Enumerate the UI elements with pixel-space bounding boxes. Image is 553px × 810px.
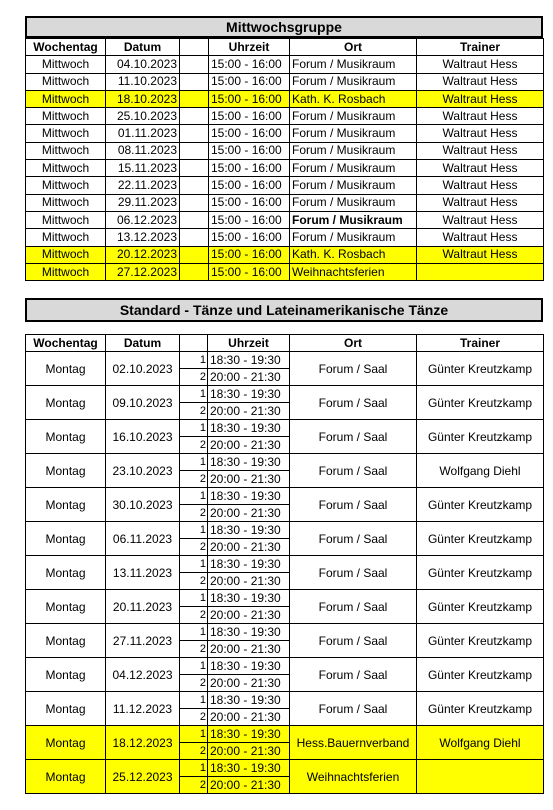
header-empty [180, 335, 208, 352]
cell-uhrzeit: 18:30 - 19:30 [208, 522, 290, 539]
cell-slot-number: 2 [180, 437, 208, 454]
cell-uhrzeit: 15:00 - 16:00 [209, 229, 290, 246]
cell-wochentag: Montag [26, 590, 106, 624]
cell-uhrzeit: 15:00 - 16:00 [209, 125, 290, 142]
cell-slot-number: 2 [180, 641, 208, 658]
cell-uhrzeit: 18:30 - 19:30 [208, 760, 290, 777]
cell-wochentag: Mittwoch [26, 108, 106, 125]
table-row [26, 760, 544, 777]
cell-ort: Weihnachtsferien [290, 263, 417, 280]
cell-empty [180, 160, 209, 177]
cell-ort: Forum / Musikraum [290, 73, 417, 90]
table-row [26, 556, 544, 573]
cell-empty [180, 177, 209, 194]
cell-ort: Forum / Saal [290, 556, 417, 590]
cell-datum: 29.11.2023 [106, 194, 180, 211]
cell-slot-number: 1 [180, 658, 208, 675]
cell-datum: 13.12.2023 [106, 229, 180, 246]
cell-trainer: Günter Kreutzkamp [417, 488, 544, 522]
cell-wochentag: Montag [26, 488, 106, 522]
cell-empty [180, 56, 209, 73]
mittwochsgruppe-table [25, 38, 544, 281]
cell-empty [180, 73, 209, 90]
cell-trainer: Waltraut Hess [417, 90, 544, 107]
table-row [26, 246, 544, 263]
cell-slot-number: 2 [180, 743, 208, 760]
cell-empty [180, 125, 209, 142]
cell-uhrzeit: 15:00 - 16:00 [209, 73, 290, 90]
cell-slot-number: 2 [180, 505, 208, 522]
table-row [26, 142, 544, 159]
cell-slot-number: 1 [180, 352, 208, 369]
cell-slot-number: 2 [180, 709, 208, 726]
cell-ort: Forum / Saal [290, 488, 417, 522]
table-row [26, 658, 544, 675]
cell-slot-number: 1 [180, 590, 208, 607]
cell-wochentag: Mittwoch [26, 194, 106, 211]
cell-wochentag: Mittwoch [26, 142, 106, 159]
table-row [26, 488, 544, 505]
table-row [26, 726, 544, 743]
cell-ort: Forum / Musikraum [290, 142, 417, 159]
cell-uhrzeit: 15:00 - 16:00 [209, 142, 290, 159]
cell-datum: 25.10.2023 [106, 108, 180, 125]
cell-wochentag: Montag [26, 692, 106, 726]
table-row [26, 624, 544, 641]
table-row [26, 125, 544, 142]
cell-datum: 11.12.2023 [106, 692, 180, 726]
cell-slot-number: 1 [180, 556, 208, 573]
cell-trainer: Wolfgang Diehl [417, 454, 544, 488]
cell-slot-number: 2 [180, 471, 208, 488]
cell-datum: 23.10.2023 [106, 454, 180, 488]
cell-ort: Weihnachtsferien [290, 760, 417, 794]
header-uhrzeit: Uhrzeit [209, 39, 290, 56]
cell-empty [180, 194, 209, 211]
cell-ort: Forum / Saal [290, 658, 417, 692]
cell-trainer: Günter Kreutzkamp [417, 692, 544, 726]
cell-ort: Forum / Musikraum [290, 177, 417, 194]
cell-datum: 16.10.2023 [106, 420, 180, 454]
cell-wochentag: Mittwoch [26, 246, 106, 263]
cell-uhrzeit: 15:00 - 16:00 [209, 160, 290, 177]
cell-slot-number: 1 [180, 624, 208, 641]
cell-slot-number: 1 [180, 522, 208, 539]
cell-trainer: Waltraut Hess [417, 73, 544, 90]
table-row [26, 108, 544, 125]
cell-slot-number: 1 [180, 760, 208, 777]
cell-wochentag: Montag [26, 352, 106, 386]
table-row [26, 194, 544, 211]
cell-uhrzeit: 20:00 - 21:30 [208, 607, 290, 624]
cell-datum: 18.12.2023 [106, 726, 180, 760]
cell-wochentag: Montag [26, 658, 106, 692]
cell-datum: 20.11.2023 [106, 590, 180, 624]
cell-uhrzeit: 15:00 - 16:00 [209, 177, 290, 194]
cell-uhrzeit: 15:00 - 16:00 [209, 56, 290, 73]
cell-uhrzeit: 15:00 - 16:00 [209, 90, 290, 107]
cell-uhrzeit: 18:30 - 19:30 [208, 692, 290, 709]
table-row [26, 160, 544, 177]
cell-uhrzeit: 18:30 - 19:30 [208, 352, 290, 369]
cell-trainer: Waltraut Hess [417, 177, 544, 194]
cell-trainer: Waltraut Hess [417, 160, 544, 177]
header-datum: Datum [106, 335, 180, 352]
cell-wochentag: Montag [26, 726, 106, 760]
cell-datum: 11.10.2023 [106, 73, 180, 90]
cell-trainer: Günter Kreutzkamp [417, 590, 544, 624]
cell-trainer: Waltraut Hess [417, 108, 544, 125]
cell-wochentag: Montag [26, 454, 106, 488]
cell-trainer: Waltraut Hess [417, 125, 544, 142]
cell-wochentag: Montag [26, 386, 106, 420]
cell-ort: Forum / Musikraum [290, 229, 417, 246]
cell-datum: 20.12.2023 [106, 246, 180, 263]
cell-datum: 13.11.2023 [106, 556, 180, 590]
cell-wochentag: Mittwoch [26, 211, 106, 228]
cell-uhrzeit: 20:00 - 21:30 [208, 539, 290, 556]
cell-wochentag: Mittwoch [26, 229, 106, 246]
cell-uhrzeit: 18:30 - 19:30 [208, 454, 290, 471]
cell-datum: 04.12.2023 [106, 658, 180, 692]
cell-slot-number: 2 [180, 403, 208, 420]
cell-trainer: Günter Kreutzkamp [417, 386, 544, 420]
cell-datum: 18.10.2023 [106, 90, 180, 107]
cell-trainer [417, 760, 544, 794]
cell-empty [180, 142, 209, 159]
table-row [26, 420, 544, 437]
cell-uhrzeit: 18:30 - 19:30 [208, 420, 290, 437]
table-row [26, 90, 544, 107]
cell-trainer: Günter Kreutzkamp [417, 522, 544, 556]
table-row [26, 73, 544, 90]
cell-trainer: Wolfgang Diehl [417, 726, 544, 760]
table-row [26, 177, 544, 194]
cell-ort: Forum / Saal [290, 386, 417, 420]
cell-ort: Forum / Saal [290, 454, 417, 488]
cell-slot-number: 1 [180, 726, 208, 743]
cell-uhrzeit: 15:00 - 16:00 [209, 263, 290, 280]
cell-slot-number: 1 [180, 454, 208, 471]
cell-wochentag: Mittwoch [26, 90, 106, 107]
cell-slot-number: 2 [180, 675, 208, 692]
table-header-row [26, 335, 544, 352]
cell-ort: Forum / Musikraum [290, 125, 417, 142]
cell-datum: 27.12.2023 [106, 263, 180, 280]
cell-uhrzeit: 18:30 - 19:30 [208, 658, 290, 675]
cell-empty [180, 229, 209, 246]
header-ort: Ort [290, 335, 417, 352]
cell-uhrzeit: 20:00 - 21:30 [208, 641, 290, 658]
cell-empty [180, 263, 209, 280]
cell-uhrzeit: 15:00 - 16:00 [209, 211, 290, 228]
cell-empty [180, 246, 209, 263]
cell-wochentag: Montag [26, 624, 106, 658]
cell-uhrzeit: 20:00 - 21:30 [208, 777, 290, 794]
cell-ort: Forum / Saal [290, 352, 417, 386]
cell-datum: 04.10.2023 [106, 56, 180, 73]
cell-datum: 01.11.2023 [106, 125, 180, 142]
header-trainer: Trainer [417, 39, 544, 56]
cell-trainer: Günter Kreutzkamp [417, 624, 544, 658]
cell-wochentag: Mittwoch [26, 263, 106, 280]
cell-wochentag: Mittwoch [26, 125, 106, 142]
cell-uhrzeit: 18:30 - 19:30 [208, 488, 290, 505]
table-header-row [26, 39, 544, 56]
cell-wochentag: Mittwoch [26, 160, 106, 177]
cell-uhrzeit: 20:00 - 21:30 [208, 675, 290, 692]
cell-uhrzeit: 20:00 - 21:30 [208, 709, 290, 726]
cell-uhrzeit: 18:30 - 19:30 [208, 556, 290, 573]
header-ort: Ort [290, 39, 417, 56]
cell-uhrzeit: 20:00 - 21:30 [208, 573, 290, 590]
cell-ort: Forum / Musikraum [290, 108, 417, 125]
cell-datum: 06.12.2023 [106, 211, 180, 228]
cell-wochentag: Mittwoch [26, 177, 106, 194]
cell-datum: 27.11.2023 [106, 624, 180, 658]
section-title-mittwochsgruppe: Mittwochsgruppe [25, 16, 543, 38]
cell-datum: 09.10.2023 [106, 386, 180, 420]
cell-datum: 30.10.2023 [106, 488, 180, 522]
cell-wochentag: Mittwoch [26, 73, 106, 90]
header-wochentag: Wochentag [26, 39, 106, 56]
cell-ort: Forum / Saal [290, 590, 417, 624]
cell-empty [180, 90, 209, 107]
standard-latein-table [25, 334, 544, 794]
cell-trainer: Günter Kreutzkamp [417, 420, 544, 454]
cell-wochentag: Montag [26, 556, 106, 590]
cell-trainer: Waltraut Hess [417, 142, 544, 159]
table-row [26, 56, 544, 73]
cell-trainer: Günter Kreutzkamp [417, 658, 544, 692]
header-datum: Datum [106, 39, 180, 56]
cell-slot-number: 2 [180, 607, 208, 624]
cell-uhrzeit: 15:00 - 16:00 [209, 246, 290, 263]
table-row [26, 263, 544, 280]
section-title-standard-latein: Standard - Tänze und Lateinamerikanische Tänze [25, 298, 543, 322]
cell-slot-number: 2 [180, 573, 208, 590]
cell-slot-number: 2 [180, 369, 208, 386]
cell-slot-number: 1 [180, 488, 208, 505]
cell-wochentag: Mittwoch [26, 56, 106, 73]
cell-uhrzeit: 20:00 - 21:30 [208, 369, 290, 386]
table-row [26, 692, 544, 709]
cell-trainer: Waltraut Hess [417, 211, 544, 228]
cell-uhrzeit: 18:30 - 19:30 [208, 726, 290, 743]
cell-ort: Forum / Musikraum [290, 160, 417, 177]
cell-uhrzeit: 20:00 - 21:30 [208, 403, 290, 420]
cell-trainer: Waltraut Hess [417, 229, 544, 246]
table-row [26, 522, 544, 539]
cell-uhrzeit: 20:00 - 21:30 [208, 437, 290, 454]
cell-datum: 25.12.2023 [106, 760, 180, 794]
table-row [26, 386, 544, 403]
table-row [26, 211, 544, 228]
cell-slot-number: 1 [180, 420, 208, 437]
cell-ort: Forum / Saal [290, 420, 417, 454]
cell-slot-number: 2 [180, 539, 208, 556]
cell-trainer: Günter Kreutzkamp [417, 352, 544, 386]
cell-slot-number: 1 [180, 692, 208, 709]
header-uhrzeit: Uhrzeit [208, 335, 290, 352]
cell-datum: 06.11.2023 [106, 522, 180, 556]
cell-ort: Forum / Saal [290, 692, 417, 726]
cell-slot-number: 1 [180, 386, 208, 403]
cell-uhrzeit: 15:00 - 16:00 [209, 194, 290, 211]
cell-trainer: Waltraut Hess [417, 56, 544, 73]
cell-slot-number: 2 [180, 777, 208, 794]
header-wochentag: Wochentag [26, 335, 106, 352]
header-trainer: Trainer [417, 335, 544, 352]
cell-ort: Kath. K. Rosbach [290, 246, 417, 263]
table-row [26, 454, 544, 471]
cell-trainer: Waltraut Hess [417, 194, 544, 211]
cell-datum: 08.11.2023 [106, 142, 180, 159]
cell-uhrzeit: 20:00 - 21:30 [208, 505, 290, 522]
cell-uhrzeit: 18:30 - 19:30 [208, 624, 290, 641]
cell-wochentag: Montag [26, 420, 106, 454]
table-row [26, 352, 544, 369]
cell-uhrzeit: 18:30 - 19:30 [208, 590, 290, 607]
cell-empty [180, 108, 209, 125]
cell-trainer: Günter Kreutzkamp [417, 556, 544, 590]
header-empty [180, 39, 209, 56]
cell-uhrzeit: 20:00 - 21:30 [208, 743, 290, 760]
cell-ort: Hess.Bauernverband [290, 726, 417, 760]
cell-datum: 15.11.2023 [106, 160, 180, 177]
cell-ort: Forum / Musikraum [290, 194, 417, 211]
cell-wochentag: Montag [26, 522, 106, 556]
cell-uhrzeit: 15:00 - 16:00 [209, 108, 290, 125]
table-row [26, 590, 544, 607]
cell-ort: Forum / Musikraum [290, 56, 417, 73]
cell-uhrzeit: 18:30 - 19:30 [208, 386, 290, 403]
cell-wochentag: Montag [26, 760, 106, 794]
table-row [26, 229, 544, 246]
cell-datum: 02.10.2023 [106, 352, 180, 386]
cell-uhrzeit: 20:00 - 21:30 [208, 471, 290, 488]
cell-trainer [417, 263, 544, 280]
cell-ort: Forum / Saal [290, 522, 417, 556]
cell-trainer: Waltraut Hess [417, 246, 544, 263]
cell-ort: Forum / Musikraum [290, 211, 417, 228]
cell-empty [180, 211, 209, 228]
cell-ort: Forum / Saal [290, 624, 417, 658]
cell-datum: 22.11.2023 [106, 177, 180, 194]
cell-ort: Kath. K. Rosbach [290, 90, 417, 107]
